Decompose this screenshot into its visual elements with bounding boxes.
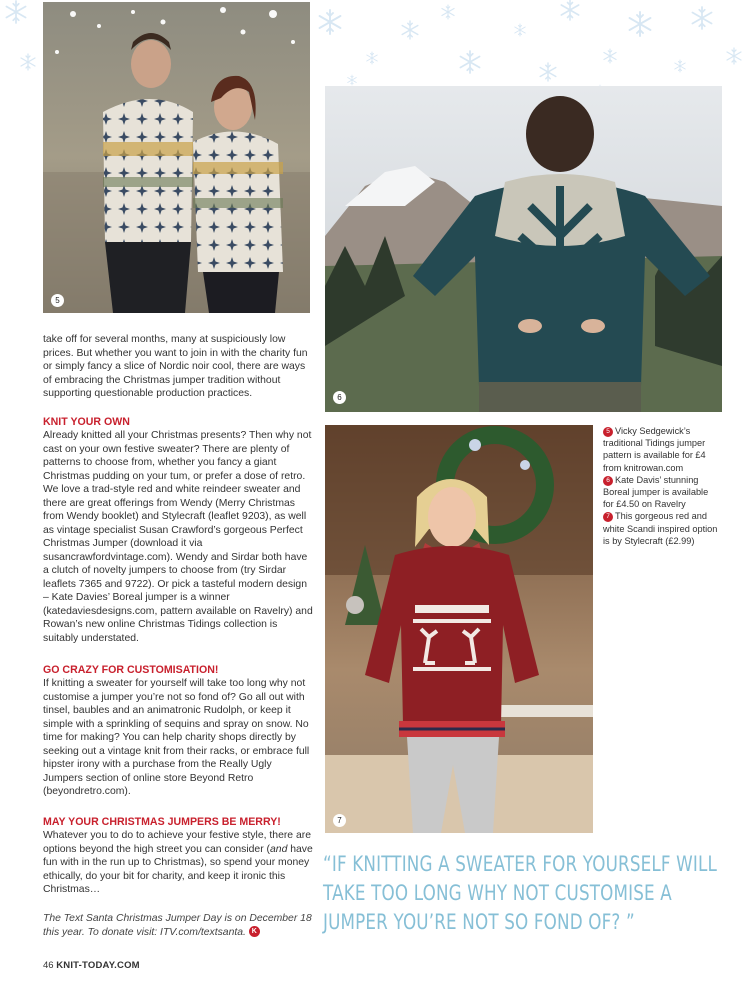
section-text-after: have fun with in the run up to Christmas), so spend your money ethically, do your bit for charity, and keep it ironic this Christmas… [43,843,313,895]
section-customisation [43,663,313,799]
caption-number: 6 [603,476,613,486]
caption-number: 5 [603,427,613,437]
footnote-text: The Text Santa Christmas Jumper Day is on December 18 this year. To donate visit: ITV.com/textsanta. [43,913,312,938]
caption-text: Vicky Sedgewick’s traditional Tidings jumper pattern is available for £4 from knitrowan.com [603,426,706,473]
section-text-emphasis: and [270,843,288,855]
photo-number: 7 [333,814,346,827]
photo-captions [603,425,721,547]
photo-number: 5 [51,294,64,307]
section-heading: MAY YOUR CHRISTMAS JUMPERS BE MERRY! [43,816,281,828]
section-text-before: Whatever you to do to achieve your festive style, there are options beyond the high street you can consider ( [43,830,311,855]
caption-text: Kate Davis’ stunning Boreal jumper is available for £4.50 on Ravelry [603,474,709,510]
section-heading: GO CRAZY FOR CUSTOMISATION! [43,664,219,676]
page-number: 46 [43,960,54,971]
caption-number: 7 [603,512,613,522]
website-link[interactable]: KNIT-TODAY.COM [56,960,140,971]
section-text [43,829,313,897]
section-knit-your-own [43,415,313,645]
footnote [43,912,313,939]
photo-reindeer-jumper [325,425,593,833]
intro-paragraph [43,333,313,401]
caption-item [603,425,721,474]
section-heading: KNIT YOUR OWN [43,416,130,428]
caption-item [603,474,721,511]
caption-text: This gorgeous red and white Scandi inspired option is by Stylecraft (£2.99) [603,511,718,546]
section-merry-jumpers [43,815,313,897]
section-text: Already knitted all your Christmas presents? Then why not cast on your own festive sweater? There are plenty of patterns to choose from, whether you fancy a giant Christmas pudding on your tum, or prefer a dose of retro. We love a trad-style red and white reindeer sweater and there are great offerings from Wendy (Merry Christmas from Wendy booklet) and Stylecraft (leaflet 9203), as well as vintage specialist Susan Crawford’s gorgeous Perfect Christmas Jumper (download it via susancrawfordvintage.com). Wendy and Sirdar both have a clutch of novelty jumpers to choose from (try Sirdar leaflets 7365 and 9722). Or pick a tasteful modern design – Kate Davies’ Boreal jumper is a winner (katedaviesdesigns.com, pattern available on Ravelry) and Rowan’s new online Christmas Tidings collection is suitably understated. [43,430,313,644]
photo-number: 6 [333,391,346,404]
intro-text: take off for several months, many at suspiciously low prices. But whether you want to join in with the charity fun or simply fancy a slice of Nordic noir cool, there are ways of embracing the Christmas jumper tradition without supporting questionable production practices. [43,334,308,399]
page-folio [43,960,140,971]
k-badge-icon: K [249,926,260,937]
section-text: If knitting a sweater for yourself will take too long why not customise a jumper you’re not so fond of? Go all out with tinsel, baubles and an animatronic Rudolph, or keep it simple with a sprinkling of sequins and spray on snow. No time for making? You can help charity shops directly by seeking out a vintage knit from their racks, or embrace full hipster irony with a purchase from the Really Ugly Jumpers section of online store Beyond Retro (beyondretro.com). [43,678,310,797]
pull-quote: “IF KNITTING A SWEATER FOR YOURSELF WILL TAKE TOO LONG WHY NOT CUSTOMISE A JUMPER YOU’RE NOT SO FOND OF? ” [323,852,718,935]
photo-couple-fairisle [43,2,310,313]
photo-boreal-jumper [325,86,722,412]
caption-item [603,510,721,547]
